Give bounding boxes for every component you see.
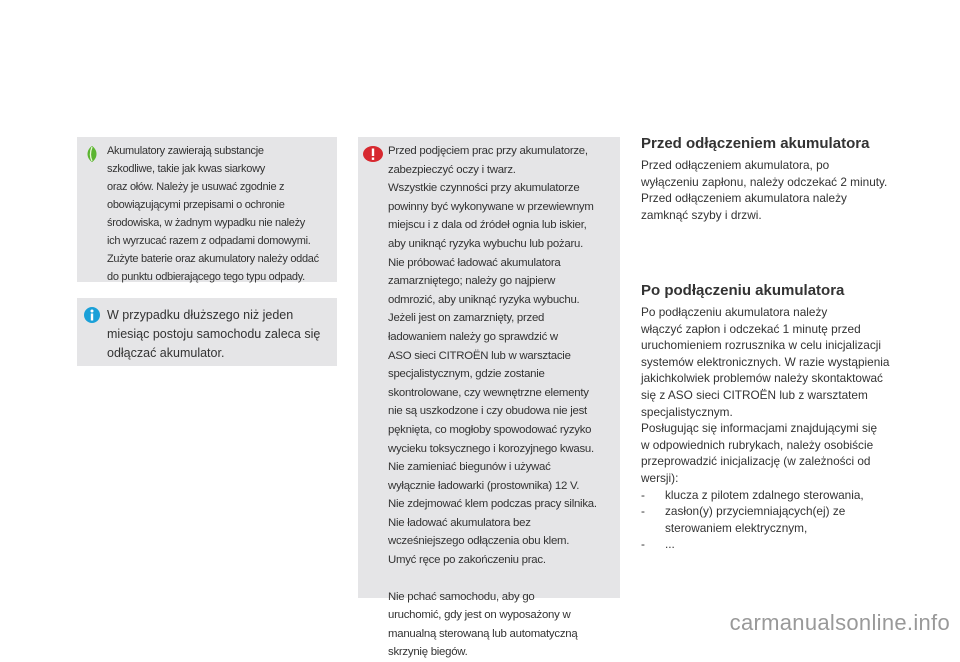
text-line: środowiska, w żadnym wypadku nie należy bbox=[107, 217, 306, 229]
text-line: Wszystkie czynności przy akumulatorze bbox=[388, 182, 580, 195]
text-line: Nie ładować akumulatora bez bbox=[388, 516, 531, 529]
bullet-item bbox=[641, 503, 941, 536]
warning-note-text bbox=[388, 142, 597, 662]
text-line: wyłącznie ładowarki (prostownika) 12 V. bbox=[388, 479, 580, 492]
text-line: zabezpieczyć oczy i twarz. bbox=[388, 163, 516, 176]
text-line: Nie zamieniać biegunów i używać bbox=[388, 461, 551, 474]
text-line: wersji): bbox=[641, 470, 679, 485]
environment-note bbox=[77, 137, 337, 282]
watermark: carmanualsonline.info bbox=[729, 610, 950, 635]
text-line: uruchomieniem rozrusznika w celu inicjalizacji bbox=[641, 338, 881, 353]
spacer bbox=[388, 570, 597, 588]
leaf-icon bbox=[84, 146, 100, 162]
warning-note bbox=[358, 137, 620, 659]
bullet-text bbox=[665, 487, 864, 504]
text-line: miejscu i z dala od źródeł ognia lub iskier, bbox=[388, 219, 587, 232]
text-line: specjalistycznym. bbox=[641, 404, 733, 419]
text-line: Zużyte baterie oraz akumulatory należy oddać bbox=[107, 253, 319, 265]
text-line: wycieku toksycznego i korozyjnego kwasu. bbox=[388, 442, 594, 455]
text-line: skontrolowane, czy wewnętrzne elementy bbox=[388, 386, 589, 399]
info-icon bbox=[84, 307, 100, 323]
text-line: Nie próbować ładować akumulatora bbox=[388, 256, 561, 269]
text-line: aby uniknąć ryzyka wybuchu lub pożaru. bbox=[388, 237, 584, 250]
info-note bbox=[77, 298, 337, 366]
text-line: obowiązującymi przepisami o ochronie bbox=[107, 199, 285, 211]
text-line: Przed odłączeniem akumulatora, po bbox=[641, 158, 830, 172]
text-line: odmrozić, aby uniknąć ryzyka wybuchu. bbox=[388, 293, 580, 306]
text-line: zamarzniętego; należy go najpierw bbox=[388, 275, 556, 288]
text-line: Nie zdejmować klem podczas pracy silnika. bbox=[388, 498, 597, 511]
text-line: pęknięta, co mogłoby spowodować ryzyko bbox=[388, 423, 592, 436]
bullet-dash: - bbox=[641, 504, 645, 519]
text-line: szkodliwe, takie jak kwas siarkowy bbox=[107, 163, 265, 175]
text-line: sterowaniem elektrycznym, bbox=[665, 520, 808, 535]
text-line: wyłączeniu zapłonu, należy odczekać 2 minuty. bbox=[641, 174, 888, 189]
section-before-disconnect bbox=[641, 135, 941, 223]
text-line: jakichkolwiek problemów należy skontaktować bbox=[641, 371, 883, 386]
bullet-dash: - bbox=[641, 487, 645, 502]
text-line: oraz ołów. Należy je usuwać zgodnie z bbox=[107, 181, 285, 193]
text-line: ich wyrzucać razem z odpadami domowymi. bbox=[107, 235, 311, 247]
bullet-dash: - bbox=[641, 537, 645, 552]
text-line: się z ASO sieci CITROËN lub z warsztatem bbox=[641, 387, 868, 402]
text-line: Przed odłączeniem akumulatora należy bbox=[641, 191, 847, 206]
text-line: włączyć zapłon i odczekać 1 minutę przed bbox=[641, 321, 861, 336]
text-line: W przypadku dłuższego niż jeden bbox=[107, 308, 294, 322]
section-after-connect bbox=[641, 282, 941, 553]
warning-icon bbox=[363, 146, 383, 162]
section-title: Po podłączeniu akumulatora bbox=[641, 282, 845, 299]
text-line: powinny być wykonywane w przewiewnym bbox=[388, 200, 594, 213]
text-line: systemów elektronicznych. W razie wystąpienia bbox=[641, 354, 890, 369]
text-line: nie są uszkodzone i czy obudowa nie jest bbox=[388, 405, 587, 418]
text-line: Umyć ręce po zakończeniu prac. bbox=[388, 554, 546, 567]
text-line: specjalistycznym, gdzie zostanie bbox=[388, 368, 545, 381]
section-body bbox=[641, 304, 941, 553]
text-line: uruchomić, gdy jest on wyposażony w bbox=[388, 609, 571, 622]
text-line: Akumulatory zawierają substancje bbox=[107, 145, 264, 157]
section-body bbox=[641, 157, 941, 223]
text-line: w odpowiednich rubrykach, należy osobiście bbox=[641, 437, 874, 452]
text-line: ASO sieci CITROËN lub w warsztacie bbox=[388, 349, 571, 362]
text-line: ... bbox=[665, 537, 675, 552]
bullet-item bbox=[641, 487, 941, 504]
text-line: zamknąć szyby i drzwi. bbox=[641, 207, 762, 222]
text-line: przeprowadzić inicjalizację (w zależności od bbox=[641, 454, 871, 469]
bullet-text bbox=[665, 503, 845, 536]
text-line: zasłon(y) przyciemniających(ej) ze bbox=[665, 504, 846, 519]
text-line: klucza z pilotem zdalnego sterowania, bbox=[665, 487, 864, 502]
text-line: Po podłączeniu akumulatora należy bbox=[641, 305, 828, 319]
section-title: Przed odłączeniem akumulatora bbox=[641, 135, 870, 152]
info-note-text bbox=[107, 306, 320, 363]
text-line: Jeżeli jest on zamarznięty, przed bbox=[388, 312, 545, 325]
text-line: do punktu odbierającego tego typu odpady. bbox=[107, 271, 305, 283]
text-line: skrzynię biegów. bbox=[388, 646, 468, 659]
text-line: manualną sterowaną lub automatyczną bbox=[388, 627, 578, 640]
bullet-item bbox=[641, 536, 941, 553]
text-line: Nie pchać samochodu, aby go bbox=[388, 590, 535, 603]
text-line: wcześniejszego odłączenia obu klem. bbox=[388, 535, 570, 548]
text-line: Posługując się informacjami znajdującymi się bbox=[641, 421, 878, 436]
environment-note-text bbox=[107, 142, 319, 286]
text-line: odłączać akumulator. bbox=[107, 346, 225, 360]
text-line: ładowaniem należy go sprawdzić w bbox=[388, 330, 558, 343]
bullet-text bbox=[665, 536, 675, 553]
text-line: miesiąc postoju samochodu zaleca się bbox=[107, 327, 321, 341]
text-line: Przed podjęciem prac przy akumulatorze, bbox=[388, 145, 588, 157]
